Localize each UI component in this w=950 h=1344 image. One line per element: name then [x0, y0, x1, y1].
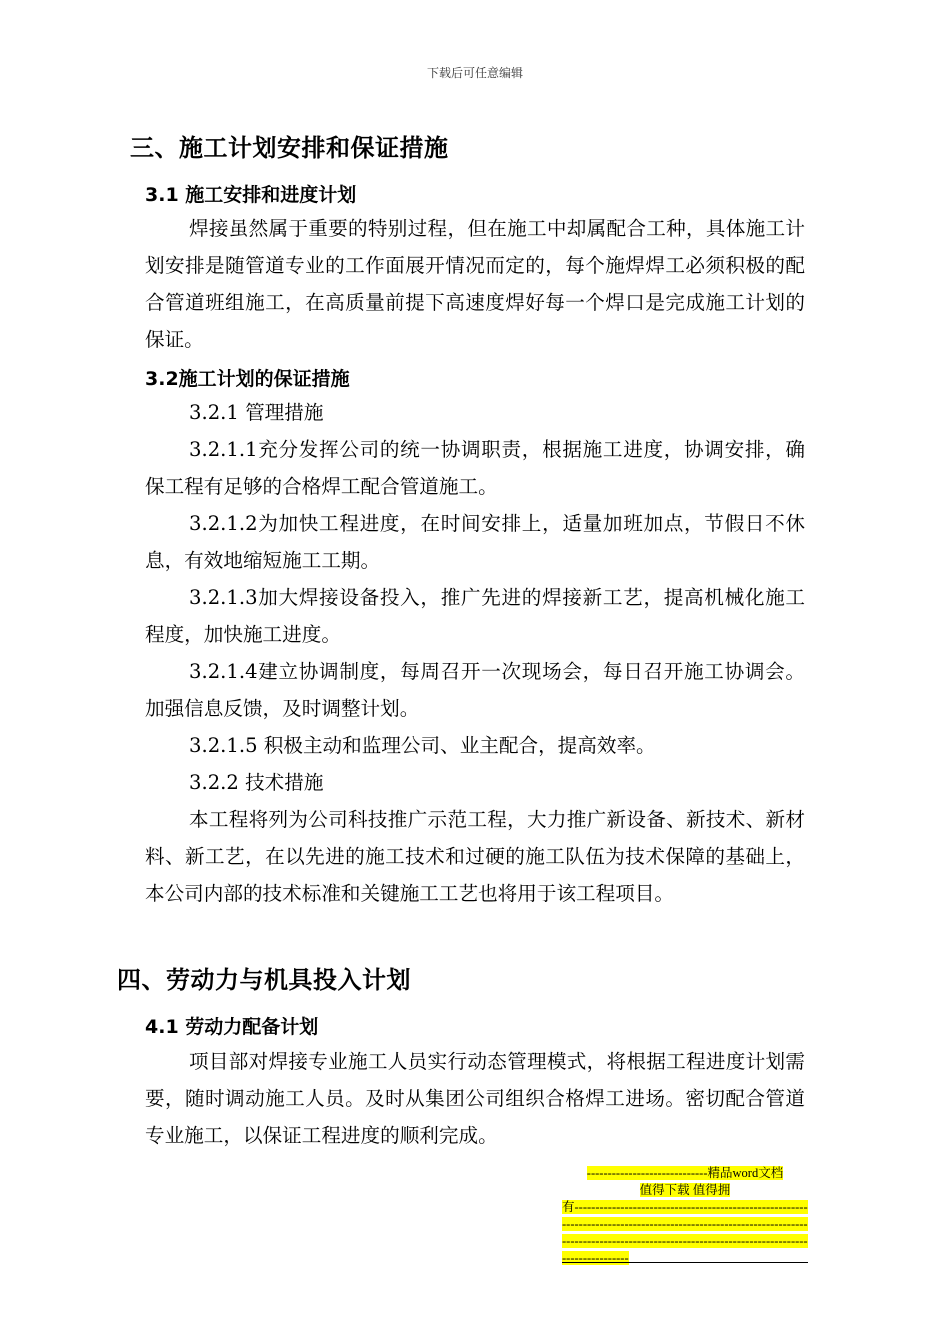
section-3-2-title: 3.2施工计划的保证措施 [145, 368, 350, 390]
footer-line-1: -----------------------------精品word文档 [586, 1166, 784, 1180]
section-4-title: 四、劳动力与机具投入计划 [117, 966, 411, 994]
section-3-2-2-paragraph: 本工程将列为公司科技推广示范工程，大力推广新设备、新技术、新材料、新工艺，在以先进的施工技术和过硬的施工队伍为技术保障的基础上，本公司内部的技术标准和关键施工工艺也将用于该工程项目。 [145, 808, 805, 905]
page-header: 下载后可任意编辑 [426, 66, 523, 80]
section-4-1-title: 4.1 劳动力配备计划 [145, 1016, 319, 1038]
item-3-2-1-2: 3.2.1.2为加快工程进度，在时间安排上，适量加班加点，节假日不休息，有效地缩短施工工期。 [145, 512, 805, 572]
section-3-1-title: 3.1 施工安排和进度计划 [145, 184, 357, 206]
footer-line-2: 值得下载 值得拥 [639, 1183, 731, 1197]
section-4-1-paragraph: 项目部对焊接专业施工人员实行动态管理模式，将根据工程进度计划需要，随时调动施工人员。及时从集团公司组织合格焊工进场。密切配合管道专业施工，以保证工程进度的顺利完成。 [145, 1050, 805, 1147]
section-3-1-paragraph: 焊接虽然属于重要的特别过程，但在施工中却属配合工种，具体施工计划安排是随管道专业的工作面展开情况而定的，每个施焊焊工必须积极的配合管道班组施工，在高质量前提下高速度焊好每一个焊口是完成施工计划的保证。 [145, 217, 805, 351]
footer-watermark [562, 1165, 808, 1267]
section-3-title: 三、施工计划安排和保证措施 [130, 134, 449, 162]
item-3-2-2: 3.2.2 技术措施 [189, 771, 324, 794]
footer-rule [562, 1262, 808, 1263]
item-3-2-1-3: 3.2.1.3加大焊接设备投入，推广先进的焊接新工艺，提高机械化施工程度，加快施工进度。 [145, 586, 805, 646]
item-3-2-1: 3.2.1 管理措施 [189, 401, 324, 424]
footer-line-3: 有---------------------------------------------------------------------------------------------------------------------------------------------------------------------------------------------- [562, 1200, 808, 1265]
item-3-2-1-4: 3.2.1.4建立协调制度，每周召开一次现场会，每日召开施工协调会。加强信息反馈，及时调整计划。 [145, 660, 805, 720]
item-3-2-1-5: 3.2.1.5 积极主动和监理公司、业主配合，提高效率。 [189, 734, 656, 757]
item-3-2-1-1: 3.2.1.1充分发挥公司的统一协调职责，根据施工进度，协调安排，确保工程有足够的合格焊工配合管道施工。 [145, 438, 805, 498]
